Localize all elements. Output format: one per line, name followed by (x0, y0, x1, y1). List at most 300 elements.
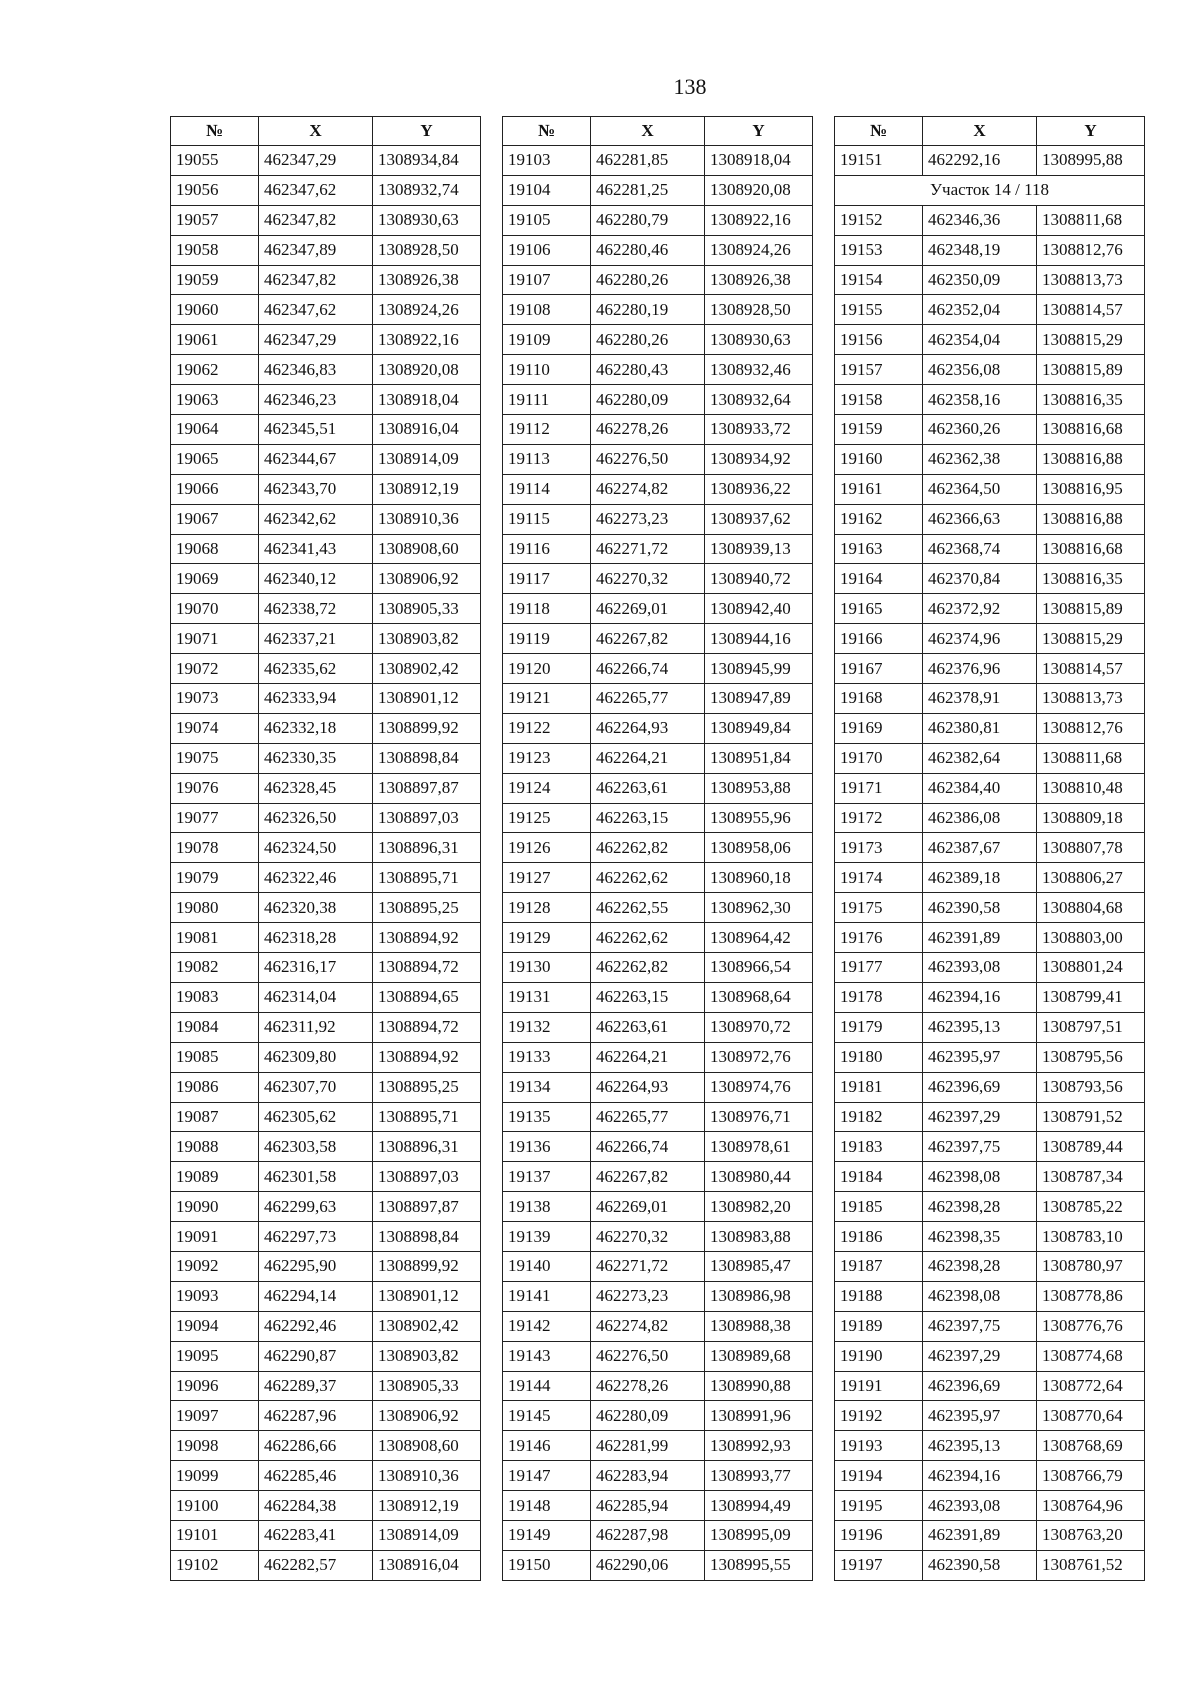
point-number: 19135 (503, 1102, 591, 1132)
x-coordinate: 462340,12 (259, 564, 373, 594)
y-coordinate: 1308903,82 (373, 1341, 481, 1371)
point-number: 19182 (835, 1102, 923, 1132)
x-coordinate: 462316,17 (259, 953, 373, 983)
y-coordinate: 1308816,68 (1037, 415, 1145, 445)
point-number: 19157 (835, 355, 923, 385)
table-row (171, 1012, 481, 1042)
x-coordinate: 462284,38 (259, 1491, 373, 1521)
y-coordinate: 1308910,36 (373, 504, 481, 534)
point-number: 19149 (503, 1520, 591, 1550)
y-coordinate: 1308894,65 (373, 982, 481, 1012)
table-row (503, 1431, 813, 1461)
point-number: 19056 (171, 175, 259, 205)
x-coordinate: 462382,64 (923, 743, 1037, 773)
x-coordinate: 462398,28 (923, 1251, 1037, 1281)
table-row (835, 863, 1145, 893)
point-number: 19117 (503, 564, 591, 594)
x-coordinate: 462266,74 (591, 1132, 705, 1162)
y-coordinate: 1308989,68 (705, 1341, 813, 1371)
y-coordinate: 1308949,84 (705, 713, 813, 743)
table-row (835, 235, 1145, 265)
point-number: 19086 (171, 1072, 259, 1102)
section-label: Участок 14 / 118 (835, 175, 1145, 205)
x-coordinate: 462397,29 (923, 1102, 1037, 1132)
table-row (503, 534, 813, 564)
y-coordinate: 1308922,16 (373, 325, 481, 355)
x-coordinate: 462280,19 (591, 295, 705, 325)
x-coordinate: 462398,28 (923, 1192, 1037, 1222)
y-coordinate: 1308787,34 (1037, 1162, 1145, 1192)
x-coordinate: 462262,82 (591, 833, 705, 863)
point-number: 19065 (171, 444, 259, 474)
point-number: 19156 (835, 325, 923, 355)
point-number: 19121 (503, 684, 591, 714)
x-coordinate: 462280,26 (591, 325, 705, 355)
coordinates-table-1 (170, 116, 481, 1581)
y-coordinate: 1308761,52 (1037, 1550, 1145, 1580)
table-row (171, 564, 481, 594)
point-number: 19141 (503, 1281, 591, 1311)
y-coordinate: 1308810,48 (1037, 773, 1145, 803)
y-coordinate: 1308766,79 (1037, 1461, 1145, 1491)
table-row (503, 1012, 813, 1042)
point-number: 19112 (503, 415, 591, 445)
y-coordinate: 1308942,40 (705, 594, 813, 624)
x-coordinate: 462278,26 (591, 415, 705, 445)
table-row (835, 146, 1145, 176)
y-coordinate: 1308916,04 (373, 415, 481, 445)
x-coordinate: 462344,67 (259, 444, 373, 474)
table-row (171, 474, 481, 504)
table-row (171, 1461, 481, 1491)
table-row (503, 1401, 813, 1431)
table-row (171, 1491, 481, 1521)
table-row (835, 1042, 1145, 1072)
x-coordinate: 462347,29 (259, 146, 373, 176)
table-row (835, 385, 1145, 415)
x-coordinate: 462354,04 (923, 325, 1037, 355)
table-row (835, 654, 1145, 684)
table-row (835, 355, 1145, 385)
y-coordinate: 1308947,89 (705, 684, 813, 714)
table-row (835, 564, 1145, 594)
y-coordinate: 1308918,04 (705, 146, 813, 176)
point-number: 19088 (171, 1132, 259, 1162)
table-row (503, 1102, 813, 1132)
point-number: 19134 (503, 1072, 591, 1102)
x-coordinate: 462380,81 (923, 713, 1037, 743)
coordinates-table-3 (834, 116, 1145, 1581)
y-coordinate: 1308774,68 (1037, 1341, 1145, 1371)
table-row (503, 355, 813, 385)
table-row (171, 235, 481, 265)
y-coordinate: 1308964,42 (705, 923, 813, 953)
y-coordinate: 1308894,92 (373, 1042, 481, 1072)
y-coordinate: 1308991,96 (705, 1401, 813, 1431)
table-row (171, 863, 481, 893)
x-coordinate: 462294,14 (259, 1281, 373, 1311)
x-coordinate: 462376,96 (923, 654, 1037, 684)
table-row (503, 654, 813, 684)
table-row (171, 1192, 481, 1222)
y-coordinate: 1308776,76 (1037, 1311, 1145, 1341)
table-row (503, 1072, 813, 1102)
point-number: 19171 (835, 773, 923, 803)
table-row (171, 923, 481, 953)
y-coordinate: 1308928,50 (373, 235, 481, 265)
point-number: 19077 (171, 803, 259, 833)
table-row (835, 415, 1145, 445)
y-coordinate: 1308933,72 (705, 415, 813, 445)
point-number: 19161 (835, 474, 923, 504)
x-coordinate: 462264,21 (591, 743, 705, 773)
table-row (171, 1042, 481, 1072)
x-coordinate: 462396,69 (923, 1072, 1037, 1102)
header-x: X (923, 117, 1037, 146)
x-coordinate: 462265,77 (591, 1102, 705, 1132)
y-coordinate: 1308905,33 (373, 594, 481, 624)
table-row (835, 295, 1145, 325)
table-row (171, 773, 481, 803)
table-row (171, 833, 481, 863)
x-coordinate: 462263,61 (591, 773, 705, 803)
point-number: 19164 (835, 564, 923, 594)
x-coordinate: 462337,21 (259, 624, 373, 654)
table-row (503, 444, 813, 474)
table-row (503, 415, 813, 445)
y-coordinate: 1308905,33 (373, 1371, 481, 1401)
table-row (171, 1371, 481, 1401)
y-coordinate: 1308995,88 (1037, 146, 1145, 176)
point-number: 19111 (503, 385, 591, 415)
table-row (835, 504, 1145, 534)
table-row (835, 1192, 1145, 1222)
table-header-row (835, 117, 1145, 146)
x-coordinate: 462292,46 (259, 1311, 373, 1341)
point-number: 19132 (503, 1012, 591, 1042)
x-coordinate: 462281,25 (591, 175, 705, 205)
header-x: X (591, 117, 705, 146)
x-coordinate: 462346,23 (259, 385, 373, 415)
point-number: 19180 (835, 1042, 923, 1072)
point-number: 19122 (503, 713, 591, 743)
point-number: 19085 (171, 1042, 259, 1072)
y-coordinate: 1308930,63 (373, 205, 481, 235)
y-coordinate: 1308937,62 (705, 504, 813, 534)
x-coordinate: 462350,09 (923, 265, 1037, 295)
x-coordinate: 462347,29 (259, 325, 373, 355)
y-coordinate: 1308816,88 (1037, 444, 1145, 474)
point-number: 19106 (503, 235, 591, 265)
point-number: 19107 (503, 265, 591, 295)
table-row (835, 265, 1145, 295)
table-row (171, 1401, 481, 1431)
x-coordinate: 462295,90 (259, 1251, 373, 1281)
y-coordinate: 1308962,30 (705, 893, 813, 923)
y-coordinate: 1308986,98 (705, 1281, 813, 1311)
x-coordinate: 462285,94 (591, 1491, 705, 1521)
table-row (171, 743, 481, 773)
y-coordinate: 1308936,22 (705, 474, 813, 504)
y-coordinate: 1308918,04 (373, 385, 481, 415)
point-number: 19138 (503, 1192, 591, 1222)
y-coordinate: 1308910,36 (373, 1461, 481, 1491)
x-coordinate: 462397,29 (923, 1341, 1037, 1371)
y-coordinate: 1308806,27 (1037, 863, 1145, 893)
x-coordinate: 462280,43 (591, 355, 705, 385)
section-row (835, 175, 1145, 205)
x-coordinate: 462309,80 (259, 1042, 373, 1072)
y-coordinate: 1308803,00 (1037, 923, 1145, 953)
coordinates-table-2 (502, 116, 813, 1581)
y-coordinate: 1308934,84 (373, 146, 481, 176)
table-row (503, 1162, 813, 1192)
table-row (835, 1132, 1145, 1162)
point-number: 19172 (835, 803, 923, 833)
x-coordinate: 462274,82 (591, 474, 705, 504)
table-row (171, 325, 481, 355)
table-row (835, 1072, 1145, 1102)
table-row (503, 1281, 813, 1311)
table-row (835, 893, 1145, 923)
x-coordinate: 462345,51 (259, 415, 373, 445)
x-coordinate: 462356,08 (923, 355, 1037, 385)
table-row (835, 803, 1145, 833)
table-row (835, 1012, 1145, 1042)
y-coordinate: 1308815,29 (1037, 624, 1145, 654)
point-number: 19113 (503, 444, 591, 474)
y-coordinate: 1308897,03 (373, 1162, 481, 1192)
x-coordinate: 462318,28 (259, 923, 373, 953)
x-coordinate: 462346,83 (259, 355, 373, 385)
x-coordinate: 462386,08 (923, 803, 1037, 833)
point-number: 19055 (171, 146, 259, 176)
y-coordinate: 1308972,76 (705, 1042, 813, 1072)
x-coordinate: 462307,70 (259, 1072, 373, 1102)
point-number: 19095 (171, 1341, 259, 1371)
x-coordinate: 462276,50 (591, 444, 705, 474)
point-number: 19094 (171, 1311, 259, 1341)
y-coordinate: 1308908,60 (373, 1431, 481, 1461)
table-row (171, 1072, 481, 1102)
point-number: 19100 (171, 1491, 259, 1521)
y-coordinate: 1308897,87 (373, 773, 481, 803)
table-row (835, 624, 1145, 654)
y-coordinate: 1308815,89 (1037, 594, 1145, 624)
y-coordinate: 1308912,19 (373, 1491, 481, 1521)
table-row (171, 444, 481, 474)
table-row (171, 684, 481, 714)
table-row (503, 713, 813, 743)
header-x: X (259, 117, 373, 146)
point-number: 19144 (503, 1371, 591, 1401)
point-number: 19188 (835, 1281, 923, 1311)
point-number: 19154 (835, 265, 923, 295)
point-number: 19061 (171, 325, 259, 355)
y-coordinate: 1308944,16 (705, 624, 813, 654)
y-coordinate: 1308894,72 (373, 1012, 481, 1042)
x-coordinate: 462398,08 (923, 1162, 1037, 1192)
x-coordinate: 462347,82 (259, 265, 373, 295)
y-coordinate: 1308814,57 (1037, 295, 1145, 325)
x-coordinate: 462289,37 (259, 1371, 373, 1401)
table-row (835, 923, 1145, 953)
x-coordinate: 462273,23 (591, 1281, 705, 1311)
table-row (171, 1162, 481, 1192)
table-row (171, 1520, 481, 1550)
x-coordinate: 462262,82 (591, 953, 705, 983)
table-row (503, 1132, 813, 1162)
y-coordinate: 1308812,76 (1037, 713, 1145, 743)
x-coordinate: 462283,94 (591, 1461, 705, 1491)
point-number: 19159 (835, 415, 923, 445)
point-number: 19105 (503, 205, 591, 235)
y-coordinate: 1308920,08 (373, 355, 481, 385)
table-row (835, 1401, 1145, 1431)
y-coordinate: 1308811,68 (1037, 743, 1145, 773)
y-coordinate: 1308928,50 (705, 295, 813, 325)
x-coordinate: 462393,08 (923, 953, 1037, 983)
y-coordinate: 1308982,20 (705, 1192, 813, 1222)
table-row (503, 175, 813, 205)
x-coordinate: 462322,46 (259, 863, 373, 893)
x-coordinate: 462266,74 (591, 654, 705, 684)
table-row (835, 773, 1145, 803)
table-row (835, 205, 1145, 235)
point-number: 19102 (171, 1550, 259, 1580)
x-coordinate: 462292,16 (923, 146, 1037, 176)
point-number: 19079 (171, 863, 259, 893)
x-coordinate: 462394,16 (923, 982, 1037, 1012)
table-row (171, 893, 481, 923)
x-coordinate: 462281,99 (591, 1431, 705, 1461)
table-row (503, 923, 813, 953)
x-coordinate: 462265,77 (591, 684, 705, 714)
y-coordinate: 1308809,18 (1037, 803, 1145, 833)
table-row (835, 1251, 1145, 1281)
table-row (503, 474, 813, 504)
point-number: 19127 (503, 863, 591, 893)
y-coordinate: 1308995,09 (705, 1520, 813, 1550)
point-number: 19108 (503, 295, 591, 325)
y-coordinate: 1308940,72 (705, 564, 813, 594)
table-row (503, 1461, 813, 1491)
point-number: 19195 (835, 1491, 923, 1521)
y-coordinate: 1308801,24 (1037, 953, 1145, 983)
table-row (171, 1550, 481, 1580)
header-number: № (503, 117, 591, 146)
y-coordinate: 1308939,13 (705, 534, 813, 564)
table-row (503, 1371, 813, 1401)
header-y: Y (1037, 117, 1145, 146)
point-number: 19090 (171, 1192, 259, 1222)
table-row (503, 235, 813, 265)
y-coordinate: 1308912,19 (373, 474, 481, 504)
x-coordinate: 462384,40 (923, 773, 1037, 803)
y-coordinate: 1308908,60 (373, 534, 481, 564)
table-row (171, 624, 481, 654)
point-number: 19070 (171, 594, 259, 624)
table-row (503, 205, 813, 235)
y-coordinate: 1308791,52 (1037, 1102, 1145, 1132)
table-row (835, 1431, 1145, 1461)
point-number: 19178 (835, 982, 923, 1012)
point-number: 19096 (171, 1371, 259, 1401)
y-coordinate: 1308783,10 (1037, 1222, 1145, 1252)
x-coordinate: 462347,62 (259, 175, 373, 205)
y-coordinate: 1308992,93 (705, 1431, 813, 1461)
x-coordinate: 462335,62 (259, 654, 373, 684)
point-number: 19130 (503, 953, 591, 983)
y-coordinate: 1308811,68 (1037, 205, 1145, 235)
y-coordinate: 1308932,74 (373, 175, 481, 205)
table-row (171, 415, 481, 445)
y-coordinate: 1308955,96 (705, 803, 813, 833)
x-coordinate: 462290,06 (591, 1550, 705, 1580)
point-number: 19129 (503, 923, 591, 953)
point-number: 19084 (171, 1012, 259, 1042)
y-coordinate: 1308914,09 (373, 1520, 481, 1550)
point-number: 19184 (835, 1162, 923, 1192)
point-number: 19145 (503, 1401, 591, 1431)
point-number: 19158 (835, 385, 923, 415)
table-row (503, 1520, 813, 1550)
point-number: 19120 (503, 654, 591, 684)
y-coordinate: 1308897,87 (373, 1192, 481, 1222)
point-number: 19099 (171, 1461, 259, 1491)
table-row (503, 953, 813, 983)
y-coordinate: 1308895,71 (373, 1102, 481, 1132)
x-coordinate: 462280,46 (591, 235, 705, 265)
y-coordinate: 1308906,92 (373, 1401, 481, 1431)
point-number: 19087 (171, 1102, 259, 1132)
table-row (171, 534, 481, 564)
table-row (503, 863, 813, 893)
point-number: 19167 (835, 654, 923, 684)
y-coordinate: 1308901,12 (373, 684, 481, 714)
table-row (835, 833, 1145, 863)
x-coordinate: 462395,13 (923, 1431, 1037, 1461)
point-number: 19071 (171, 624, 259, 654)
point-number: 19078 (171, 833, 259, 863)
point-number: 19153 (835, 235, 923, 265)
table-row (171, 1102, 481, 1132)
y-coordinate: 1308960,18 (705, 863, 813, 893)
point-number: 19110 (503, 355, 591, 385)
table-row (171, 654, 481, 684)
y-coordinate: 1308815,89 (1037, 355, 1145, 385)
table-row (503, 1222, 813, 1252)
x-coordinate: 462263,61 (591, 1012, 705, 1042)
point-number: 19152 (835, 205, 923, 235)
y-coordinate: 1308772,64 (1037, 1371, 1145, 1401)
x-coordinate: 462346,36 (923, 205, 1037, 235)
table-row (171, 1311, 481, 1341)
x-coordinate: 462283,41 (259, 1520, 373, 1550)
x-coordinate: 462270,32 (591, 1222, 705, 1252)
table-row (835, 474, 1145, 504)
y-coordinate: 1308902,42 (373, 1311, 481, 1341)
point-number: 19190 (835, 1341, 923, 1371)
table-row (503, 564, 813, 594)
x-coordinate: 462320,38 (259, 893, 373, 923)
x-coordinate: 462343,70 (259, 474, 373, 504)
point-number: 19082 (171, 953, 259, 983)
y-coordinate: 1308924,26 (373, 295, 481, 325)
table-row (503, 594, 813, 624)
x-coordinate: 462269,01 (591, 1192, 705, 1222)
point-number: 19189 (835, 1311, 923, 1341)
